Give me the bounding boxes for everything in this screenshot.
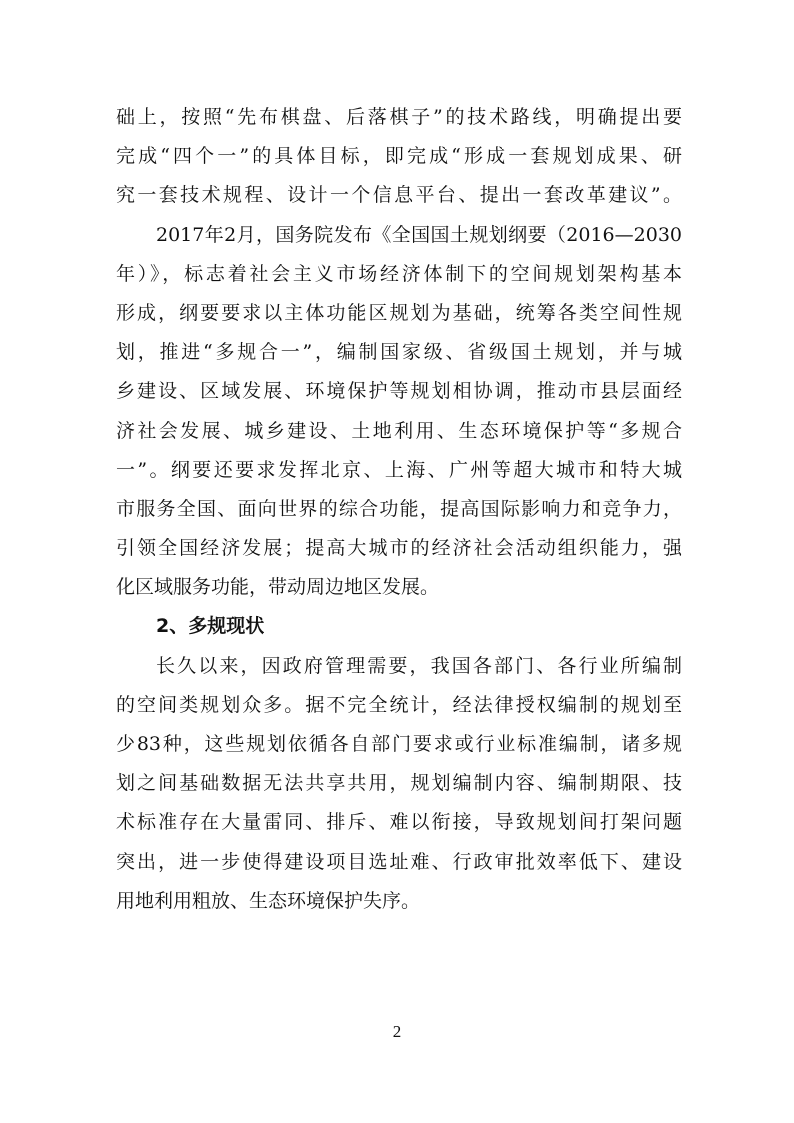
page-number: 2: [392, 1022, 402, 1041]
paragraph-1: [116, 98, 682, 216]
paragraph-2: [116, 216, 682, 608]
text-line: 术标准存在大量雷同、排斥、难以衔接，导致规划间打架问题: [116, 811, 682, 834]
text-line: 形成，纲要要求以主体功能区规划为基础，统筹各类空间性规: [116, 301, 682, 324]
text-line: 完成“四个一”的具体目标，即完成“形成一套规划成果、研: [116, 145, 682, 168]
text-line: 市服务全国、面向世界的综合功能，提高国际影响力和竞争力，: [116, 497, 682, 520]
text-line: 济社会发展、城乡建设、土地利用、生态环境保护等“多规合: [116, 419, 682, 442]
text-line: 2017年2月，国务院发布《全国国土规划纲要（2016—2030: [156, 223, 682, 246]
text-line: 少83种，这些规划依循各自部门要求或行业标准编制，诸多规: [116, 733, 682, 755]
text-line: 划之间基础数据无法共享共用，规划编制内容、编制期限、技: [116, 772, 682, 795]
paragraph-3: [116, 647, 682, 921]
text-line: 化区域服务功能，带动周边地区发展。: [116, 576, 440, 599]
text-line: 础上，按照“先布棋盘、后落棋子”的技术路线，明确提出要: [116, 106, 682, 128]
text-line: 长久以来，因政府管理需要，我国各部门、各行业所编制: [156, 654, 682, 677]
text-line: 用地利用粗放、生态环境保护失序。: [116, 889, 421, 912]
text-line: 一”。纲要还要求发挥北京、上海、广州等超大城市和特大城: [116, 458, 682, 481]
text-line: 年）》，标志着社会主义市场经济体制下的空间规划架构基本: [116, 262, 682, 285]
text-line: 究一套技术规程、设计一个信息平台、提出一套改革建议”。: [116, 184, 682, 207]
section-heading: 2、多规现状: [156, 615, 265, 638]
text-line: 乡建设、区域发展、环境保护等规划相协调，推动市县层面经: [116, 380, 682, 403]
text-line: 引领全国经济发展；提高大城市的经济社会活动组织能力，强: [116, 537, 682, 560]
text-line: 的空间类规划众多。据不完全统计，经法律授权编制的规划至: [116, 693, 682, 716]
text-line: 划，推进“多规合一”，编制国家级、省级国土规划，并与城: [116, 341, 682, 364]
document-body: [116, 98, 682, 921]
text-line: 突出，进一步使得建设项目选址难、行政审批效率低下、建设: [116, 850, 682, 873]
